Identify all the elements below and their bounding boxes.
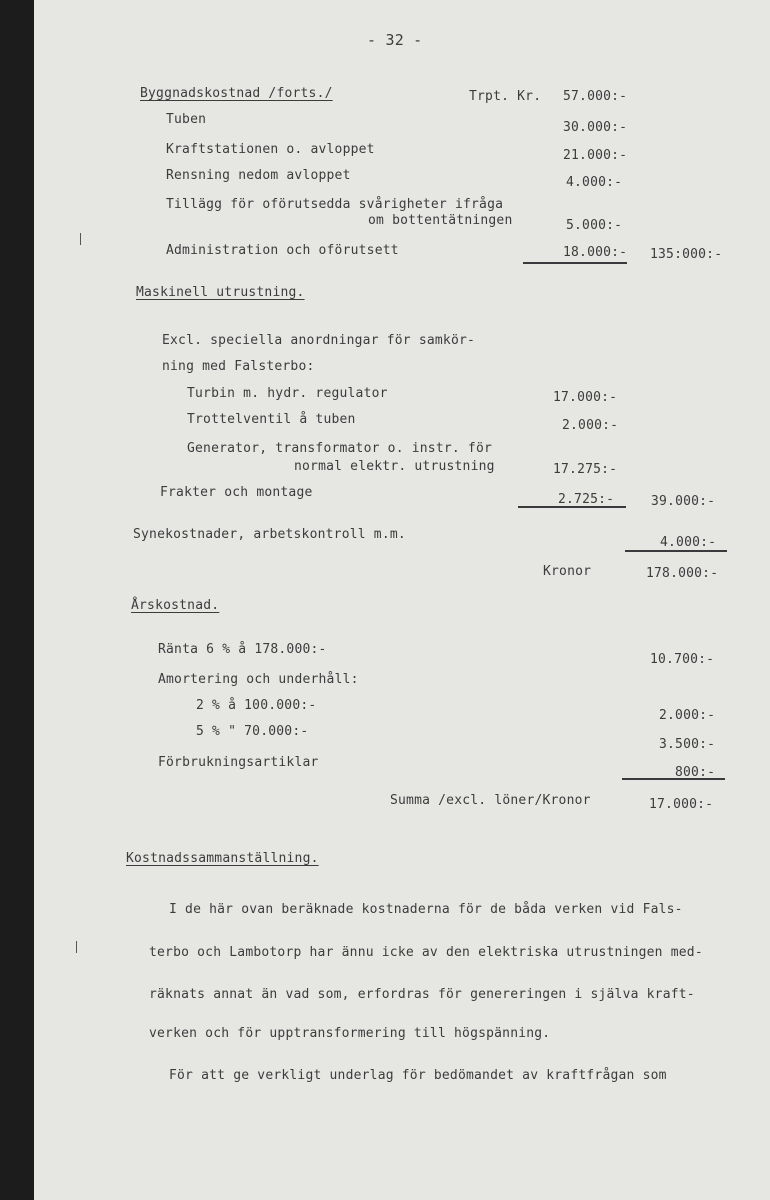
- equipment-item-value: 2.000:-: [562, 418, 619, 433]
- cost-item-value: 30.000:-: [563, 120, 628, 135]
- sum-rule: [518, 506, 626, 508]
- paragraph-line: terbo och Lambotorp har ännu icke av den elektriska utrustningen med-: [149, 945, 703, 960]
- cost-item-value: 18.000:-: [563, 245, 628, 260]
- grand-total-value: 178.000:-: [646, 566, 719, 581]
- paragraph-line: För att ge verkligt underlag för bedömandet av kraftfrågan som: [169, 1068, 667, 1083]
- cost-item-value: 5.000:-: [566, 218, 623, 233]
- cost-item-label: Rensning nedom avloppet: [166, 168, 351, 183]
- paragraph-line: verken och för upptransformering till högspänning.: [149, 1026, 551, 1041]
- equipment-item-label: Trottelventil å tuben: [187, 412, 356, 427]
- cost-item-label: Tillägg för oförutsedda svårigheter ifråga: [166, 197, 504, 212]
- cost-item-value: 4.000:-: [566, 175, 623, 190]
- paragraph-line: I de här ovan beräknade kostnaderna för de båda verken vid Fals-: [169, 902, 683, 917]
- section-heading-byggnadskostnad: Byggnadskostnad /forts./: [140, 86, 333, 101]
- sum-rule: [622, 778, 725, 780]
- annual-item-value: 10.700:-: [650, 652, 715, 667]
- sum-rule: [625, 550, 727, 552]
- annual-item-value: 3.500:-: [659, 737, 716, 752]
- annual-item-value: 2.000:-: [659, 708, 716, 723]
- grand-total-label: Kronor: [543, 564, 592, 579]
- equipment-item-label: Turbin m. hydr. regulator: [187, 386, 388, 401]
- annual-item-label: Amortering och underhåll:: [158, 672, 359, 687]
- annual-sum-label: Summa /excl. löner/Kronor: [390, 793, 591, 808]
- section-heading-arskostnad: Årskostnad.: [131, 598, 220, 613]
- page-number: - 32 -: [367, 31, 423, 49]
- section-total: 135:000:-: [650, 247, 723, 262]
- cost-item-label: Tuben: [166, 112, 207, 127]
- annual-item-label: 5 % " 70.000:-: [196, 724, 309, 739]
- annual-item-value: 800:-: [675, 765, 716, 780]
- section-heading-kostnadssammanstallning: Kostnadssammanställning.: [126, 851, 319, 866]
- cost-item-value: 21.000:-: [563, 148, 628, 163]
- equipment-item-value: 17.275:-: [553, 462, 618, 477]
- cost-item-label-continued: om bottentätningen: [368, 213, 513, 228]
- section-total: 39.000:-: [651, 494, 716, 509]
- cost-item-label: Synekostnader, arbetskontroll m.m.: [133, 527, 406, 542]
- cost-item-label: Kraftstationen o. avloppet: [166, 142, 375, 157]
- equipment-item-value: 17.000:-: [553, 390, 618, 405]
- paragraph-line: Excl. speciella anordningar för samkör-: [162, 333, 476, 348]
- annual-item-label: Förbrukningsartiklar: [158, 755, 319, 770]
- margin-mark: [76, 941, 77, 953]
- section-heading-maskinell: Maskinell utrustning.: [136, 285, 305, 300]
- transport-value: 57.000:-: [563, 89, 628, 104]
- equipment-item-label: Frakter och montage: [160, 485, 313, 500]
- annual-item-label: 2 % å 100.000:-: [196, 698, 317, 713]
- cost-item-value: 4.000:-: [660, 535, 717, 550]
- paragraph-line: räknats annat än vad som, erfordras för genereringen i själva kraft-: [149, 987, 695, 1002]
- paragraph-line: ning med Falsterbo:: [162, 359, 315, 374]
- cost-item-label: Administration och oförutsett: [166, 243, 399, 258]
- annual-item-label: Ränta 6 % å 178.000:-: [158, 642, 327, 657]
- transport-label: Trpt. Kr.: [469, 89, 542, 104]
- sum-rule: [523, 262, 627, 264]
- equipment-item-value: 2.725:-: [558, 492, 615, 507]
- margin-mark: [80, 233, 81, 245]
- annual-sum-value: 17.000:-: [649, 797, 714, 812]
- equipment-item-label: Generator, transformator o. instr. för: [187, 441, 493, 456]
- equipment-item-label-continued: normal elektr. utrustning: [294, 459, 495, 474]
